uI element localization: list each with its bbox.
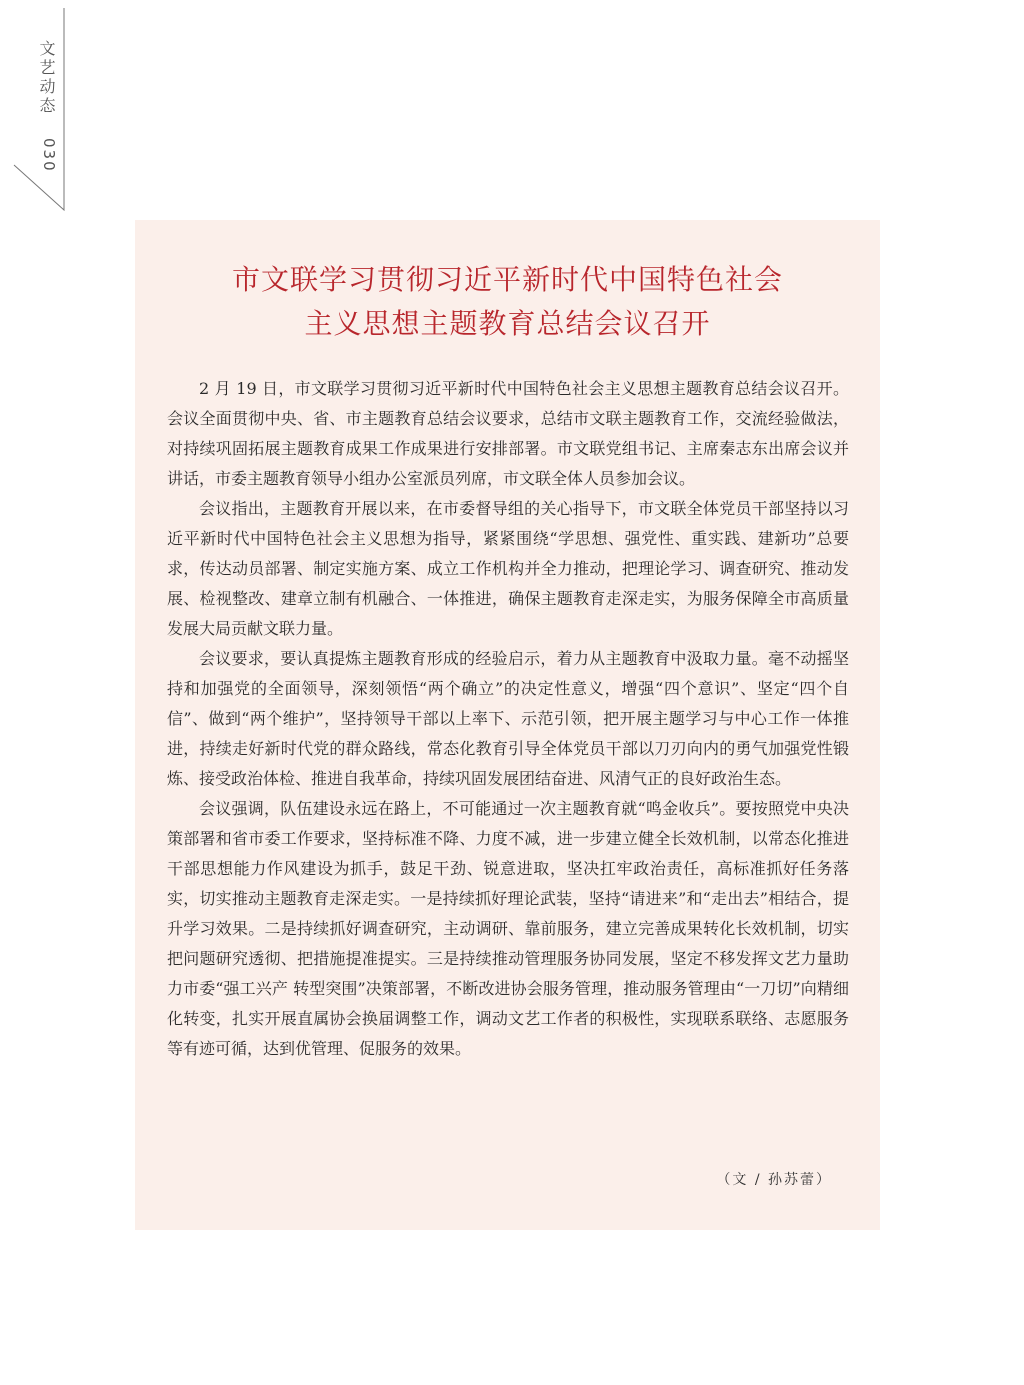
article-byline: （文 / 孙苏蕾） bbox=[716, 1172, 832, 1188]
article-title-line-2: 主义思想主题教育总结会议召开 bbox=[304, 307, 711, 340]
article-paragraph-1: 2 月 19 日，市文联学习贯彻习近平新时代中国特色社会主义思想主题教育总结会议召开。会议全面贯彻中央、省、市主题教育总结会议要求，总结市文联主题教育工作，交流经验做法，对持续巩固拓展主题教育成果工作成果进行安排部署。市文联党组书记、主席秦志东出席会议并讲话，市委主题教育领导小组办公室派员列席，市文联全体人员参加会议。 bbox=[167, 379, 849, 488]
page-number: 030 bbox=[40, 138, 58, 173]
section-label: 文艺动态 bbox=[37, 40, 56, 116]
article-paragraph-3: 会议要求，要认真提炼主题教育形成的经验启示，着力从主题教育中汲取力量。毫不动摇坚持和加强党的全面领导，深刻领悟“两个确立”的决定性意义，增强“四个意识”、坚定“四个自信”、做到“两个维护”，坚持领导干部以上率下、示范引领，把开展主题学习与中心工作一体推进，持续走好新时代党的群众路线，常态化教育引导全体党员干部以刀刃向内的勇气加强党性锻炼、接受政治体检、推进自我革命，持续巩固发展团结奋进、风清气正的良好政治生态。 bbox=[167, 649, 849, 788]
article-paragraph-4: 会议强调，队伍建设永远在路上，不可能通过一次主题教育就“鸣金收兵”。要按照党中央决策部署和省市委工作要求，坚持标准不降、力度不减，进一步建立健全长效机制，以常态化推进干部思想能力作风建设为抓手，鼓足干劲、锐意进取，坚决扛牢政治责任，高标准抓好任务落实，切实推动主题教育走深走实。一是持续抓好理论武装，坚持“请进来”和“走出去”相结合，提升学习效果。二是持续抓好调查研究，主动调研、靠前服务，建立完善成果转化长效机制，切实把问题研究透彻、把措施提准提实。三是持续推动管理服务协同发展，坚定不移发挥文艺力量助力市委“强工兴产 转型突围”决策部署，不断改进协会服务管理，推动服务管理由“一刀切”向精细化转变，扎实开展直属协会换届调整工作，调动文艺工作者的积极性，实现联系联络、志愿服务等有迹可循，达到优管理、促服务的效果。 bbox=[167, 799, 849, 1058]
side-header-tab bbox=[0, 0, 70, 215]
article-paragraph-2: 会议指出，主题教育开展以来，在市委督导组的关心指导下，市文联全体党员干部坚持以习近平新时代中国特色社会主义思想为指导，紧紧围绕“学思想、强党性、重实践、建新功”总要求，传达动员部署、制定实施方案、成立工作机构并全力推动，把理论学习、调查研究、推动发展、检视整改、建章立制有机融合、一体推进，确保主题教育走深走实，为服务保障全市高质量发展大局贡献文联力量。 bbox=[167, 499, 849, 638]
article-title-line-1: 市文联学习贯彻习近平新时代中国特色社会 bbox=[231, 263, 783, 296]
article-panel bbox=[135, 220, 880, 1230]
article-body bbox=[167, 374, 849, 1064]
article-title bbox=[135, 258, 880, 346]
